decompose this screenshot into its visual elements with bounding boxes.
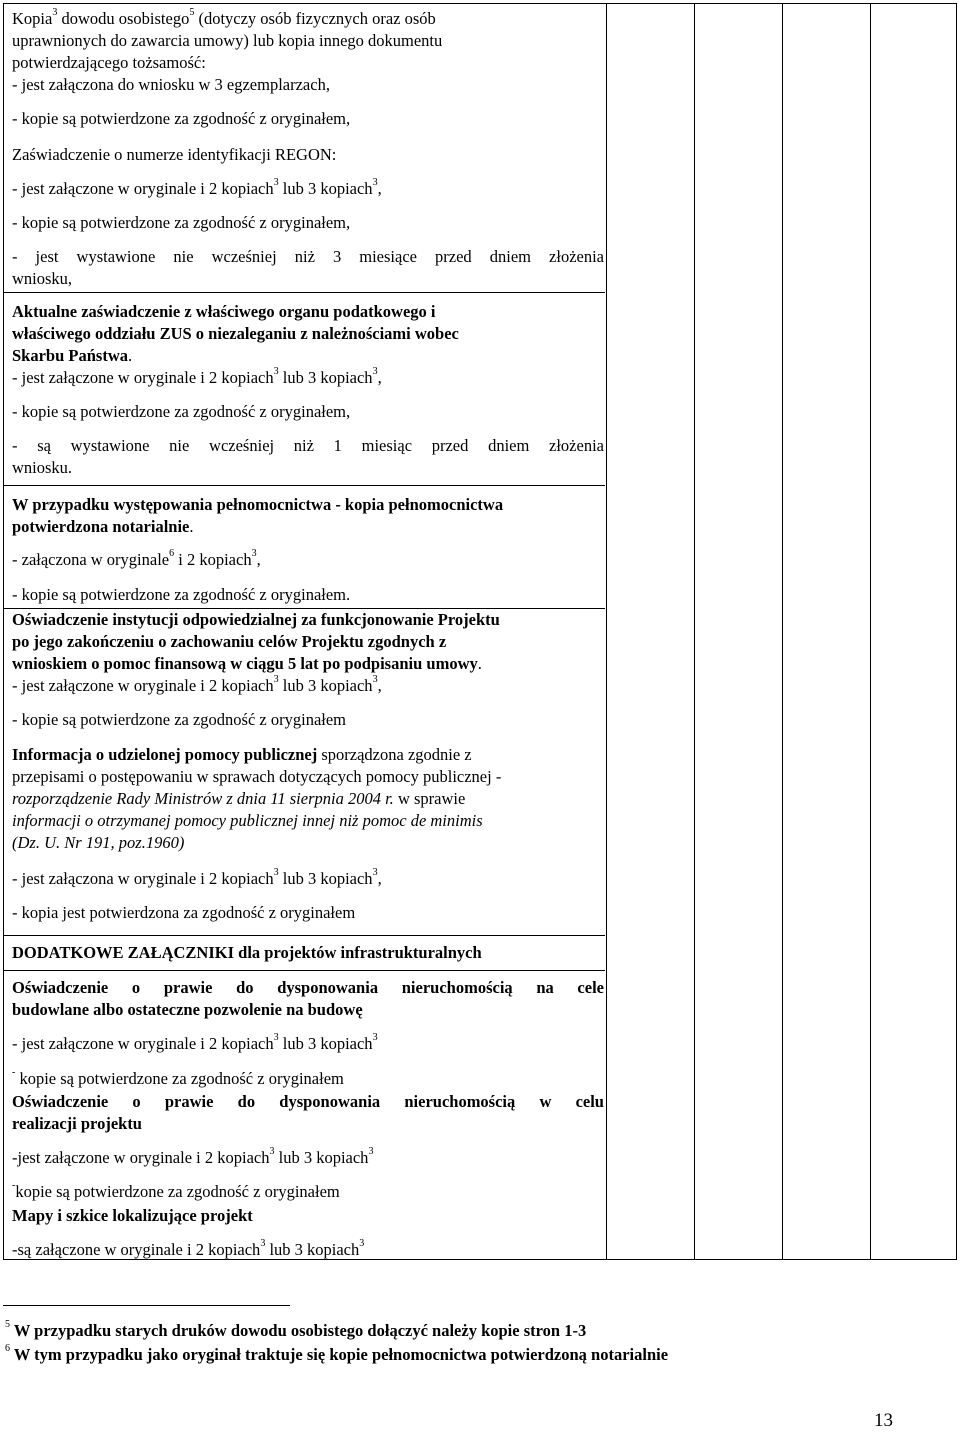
row2-line1: Zaświadczenie o numerze identyfikacji REGON:	[12, 145, 337, 164]
row8-line4: - kopie są potwierdzone za zgodność z oryginałem	[12, 1066, 344, 1088]
row6-line4: informacji o otrzymanej pomocy publicznej innej niż pomoc de minimis	[12, 811, 483, 830]
row8-line1: Oświadczenie o prawie do dysponowania nieruchomością na cele	[12, 978, 604, 997]
row2-line5: wniosku,	[12, 269, 73, 288]
row10-line2: -są załączone w oryginale i 2 kopiach$^3$ lub 3 kopiach$^3$	[12, 1237, 365, 1259]
row5-line4: - jest załączone w oryginale i 2 kopiach$^3$ lub 3 kopiach$^3$,	[12, 673, 382, 695]
row3-line4: - jest załączone w oryginale i 2 kopiach$^3$ lub 3 kopiach$^3$,	[12, 365, 382, 387]
footnote-6: $^6$ W tym przypadku jako oryginał traktuje się kopie pełnomocnictwa potwierdzoną notarialnie	[5, 1342, 669, 1364]
row9-line1: Oświadczenie o prawie do dysponowania nieruchomością w celu	[12, 1092, 604, 1111]
footnote-5: $^5$ W przypadku starych druków dowodu osobistego dołączyć należy kopie stron 1-3	[5, 1318, 587, 1340]
row-divider	[4, 485, 605, 486]
row6-line7: - kopia jest potwierdzona za zgodność z oryginałem	[12, 903, 356, 922]
row3-line1: Aktualne zaświadczenie z właściwego organu podatkowego i	[12, 302, 436, 321]
row6-line5: (Dz. U. Nr 191, poz.1960)	[12, 833, 185, 852]
row3-line3: Skarbu Państwa.	[12, 346, 133, 365]
row2-line4: - jest wystawione nie wcześniej niż 3 miesiące przed dniem złożenia	[12, 247, 604, 266]
row6-line3: rozporządzenie Rady Ministrów z dnia 11 sierpnia 2004 r. w sprawie	[12, 789, 466, 808]
row8-line2: budowlane albo ostateczne pozwolenie na budowę	[12, 1000, 363, 1019]
row6-line2: przepisami o postępowaniu w sprawach dotyczących pomocy publicznej -	[12, 767, 502, 786]
row5-line1: Oświadczenie instytucji odpowiedzialnej za funkcjonowanie Projektu	[12, 610, 500, 629]
row5-line3: wnioskiem o pomoc finansową w ciągu 5 lat po podpisaniu umowy.	[12, 654, 482, 673]
row1-line1: Kopia$^3$ dowodu osobistego$^5$ (dotyczy osób fizycznych oraz osób	[12, 6, 436, 28]
row4-line4: - kopie są potwierdzone za zgodność z oryginałem.	[12, 585, 351, 604]
row6-line1: Informacja o udzielonej pomocy publicznej sporządzona zgodnie z	[12, 745, 472, 764]
row9-line4: -kopie są potwierdzone za zgodność z oryginałem	[12, 1179, 340, 1201]
row1-line2: uprawnionych do zawarcia umowy) lub kopia innego dokumentu	[12, 31, 443, 50]
footnote-separator	[3, 1305, 290, 1306]
check-column-3	[782, 4, 871, 1259]
row-divider	[4, 970, 605, 971]
row9-line2: realizacji projektu	[12, 1114, 142, 1133]
row6-line6: - jest załączona w oryginale i 2 kopiach$^3$ lub 3 kopiach$^3$,	[12, 866, 382, 888]
row8-line3: - jest załączone w oryginale i 2 kopiach$^3$ lub 3 kopiach$^3$	[12, 1031, 378, 1053]
page-number: 13	[874, 1410, 893, 1431]
check-column-1	[607, 4, 695, 1259]
row5-line5: - kopie są potwierdzone za zgodność z oryginałem	[12, 710, 347, 729]
row10-line1: Mapy i szkice lokalizujące projekt	[12, 1206, 253, 1225]
row1-line4: - jest załączona do wniosku w 3 egzemplarzach,	[12, 75, 330, 94]
row3-line5: - kopie są potwierdzone za zgodność z oryginałem,	[12, 402, 351, 421]
row2-line2: - jest załączone w oryginale i 2 kopiach$^3$ lub 3 kopiach$^3$,	[12, 176, 382, 198]
row-divider	[4, 935, 605, 936]
row4-line1: W przypadku występowania pełnomocnictwa - kopia pełnomocnictwa	[12, 495, 504, 514]
row-divider	[4, 292, 605, 293]
row9-line3: -jest załączone w oryginale i 2 kopiach$^3$ lub 3 kopiach$^3$	[12, 1145, 374, 1167]
row1-line3: potwierdzającego tożsamość:	[12, 53, 206, 72]
row4-line3: - załączona w oryginale$^6$ i 2 kopiach$^3$,	[12, 547, 261, 569]
row4-line2: potwierdzona notarialnie.	[12, 517, 194, 536]
row7-section-header: DODATKOWE ZAŁĄCZNIKI dla projektów infrastrukturalnych	[12, 943, 482, 962]
checklist-table	[3, 3, 957, 1260]
row2-line3: - kopie są potwierdzone za zgodność z oryginałem,	[12, 213, 351, 232]
check-column-2	[694, 4, 783, 1259]
row3-line2: właściwego oddziału ZUS o niezaleganiu z należnościami wobec	[12, 324, 459, 343]
row5-line2: po jego zakończeniu o zachowaniu celów Projektu zgodnych z	[12, 632, 447, 651]
row3-line7: wniosku.	[12, 458, 73, 477]
row3-line6: - są wystawione nie wcześniej niż 1 miesiąc przed dniem złożenia	[12, 436, 604, 455]
row1-line5: - kopie są potwierdzone za zgodność z oryginałem,	[12, 109, 351, 128]
